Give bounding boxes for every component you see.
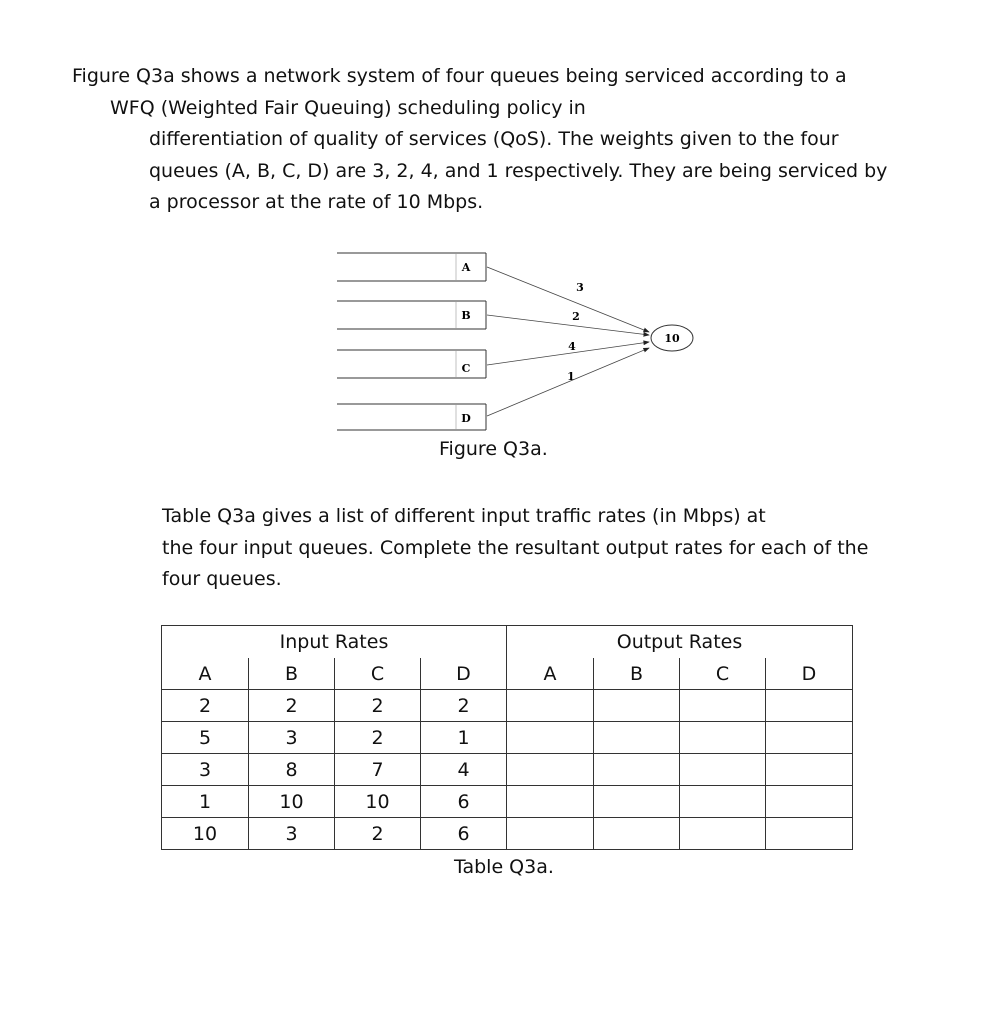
input-cell: 3 [249,818,335,850]
intro-line: WFQ (Weighted Fair Queuing) scheduling policy in [110,96,586,119]
queue-b [337,301,486,329]
output-rates-header: Output Rates [507,626,853,659]
output-cell [594,754,680,786]
output-cell [507,818,594,850]
queue-label-a: A [461,261,471,274]
input-cell: 4 [421,754,507,786]
input-cell: 10 [162,818,249,850]
input-col-d: D [421,658,507,690]
queue-c [337,350,486,378]
input-cell: 2 [162,690,249,722]
input-cell: 8 [249,754,335,786]
output-cell [507,754,594,786]
figure-caption: Figure Q3a. [439,438,548,460]
input-cell: 3 [249,722,335,754]
queue-label-d: D [461,412,471,425]
input-rates-header: Input Rates [162,626,507,659]
output-col-b: B [594,658,680,690]
table-row [162,818,853,850]
input-cell: 2 [335,690,421,722]
output-cell [594,722,680,754]
output-col-d: D [766,658,853,690]
input-cell: 1 [421,722,507,754]
output-cell [766,818,853,850]
output-cell [507,690,594,722]
weight-a: 3 [576,281,584,294]
output-cell [766,786,853,818]
input-cell: 7 [335,754,421,786]
output-col-c: C [680,658,766,690]
queue-label-c: C [461,362,471,375]
table-caption: Table Q3a. [454,856,554,878]
output-cell [594,690,680,722]
weight-d: 1 [567,370,575,383]
output-cell [766,722,853,754]
input-cell: 6 [421,786,507,818]
intro-line: a processor at the rate of 10 Mbps. [149,191,484,213]
wfq-queue-diagram [0,0,991,470]
output-cell [680,818,766,850]
output-cell [680,690,766,722]
intro-line: queues (A, B, C, D) are 3, 2, 4, and 1 respectively. They are being serviced by [149,159,888,182]
table-intro-paragraph [162,501,868,596]
output-cell [594,818,680,850]
table-row [162,786,853,818]
output-cell [594,786,680,818]
input-cell: 2 [335,818,421,850]
output-cell [507,786,594,818]
input-cell: 2 [335,722,421,754]
rates-table [161,625,853,850]
table-row [162,722,853,754]
input-cell: 2 [421,690,507,722]
input-col-c: C [335,658,421,690]
output-col-a: A [507,658,594,690]
output-cell [680,754,766,786]
table-intro-line: four queues. [162,568,282,590]
input-cell: 10 [249,786,335,818]
input-col-a: A [162,658,249,690]
output-cell [507,722,594,754]
intro-line: Figure Q3a shows a network system of four queues being serviced according to a [72,65,847,87]
table-intro-line: the four input queues. Complete the resultant output rates for each of the [162,536,869,559]
input-cell: 2 [249,690,335,722]
input-cell: 1 [162,786,249,818]
queue-d [337,404,486,430]
output-cell [680,722,766,754]
queue-a [337,253,486,281]
input-cell: 5 [162,722,249,754]
input-cell: 6 [421,818,507,850]
weight-b: 2 [572,310,580,323]
processor-rate: 10 [664,332,680,345]
processor-node [651,325,693,351]
input-cell: 10 [335,786,421,818]
output-cell [766,690,853,722]
table-row [162,754,853,786]
arrow-b [487,315,649,335]
table-intro-line: Table Q3a gives a list of different input traffic rates (in Mbps) at [162,505,766,527]
input-col-b: B [249,658,335,690]
table-row [162,690,853,722]
output-cell [680,786,766,818]
queue-label-b: B [461,309,471,322]
weight-c: 4 [568,340,576,353]
input-cell: 3 [162,754,249,786]
intro-line: differentiation of quality of services (QoS). The weights given to the four [149,128,839,150]
arrow-a [487,267,649,332]
output-cell [766,754,853,786]
